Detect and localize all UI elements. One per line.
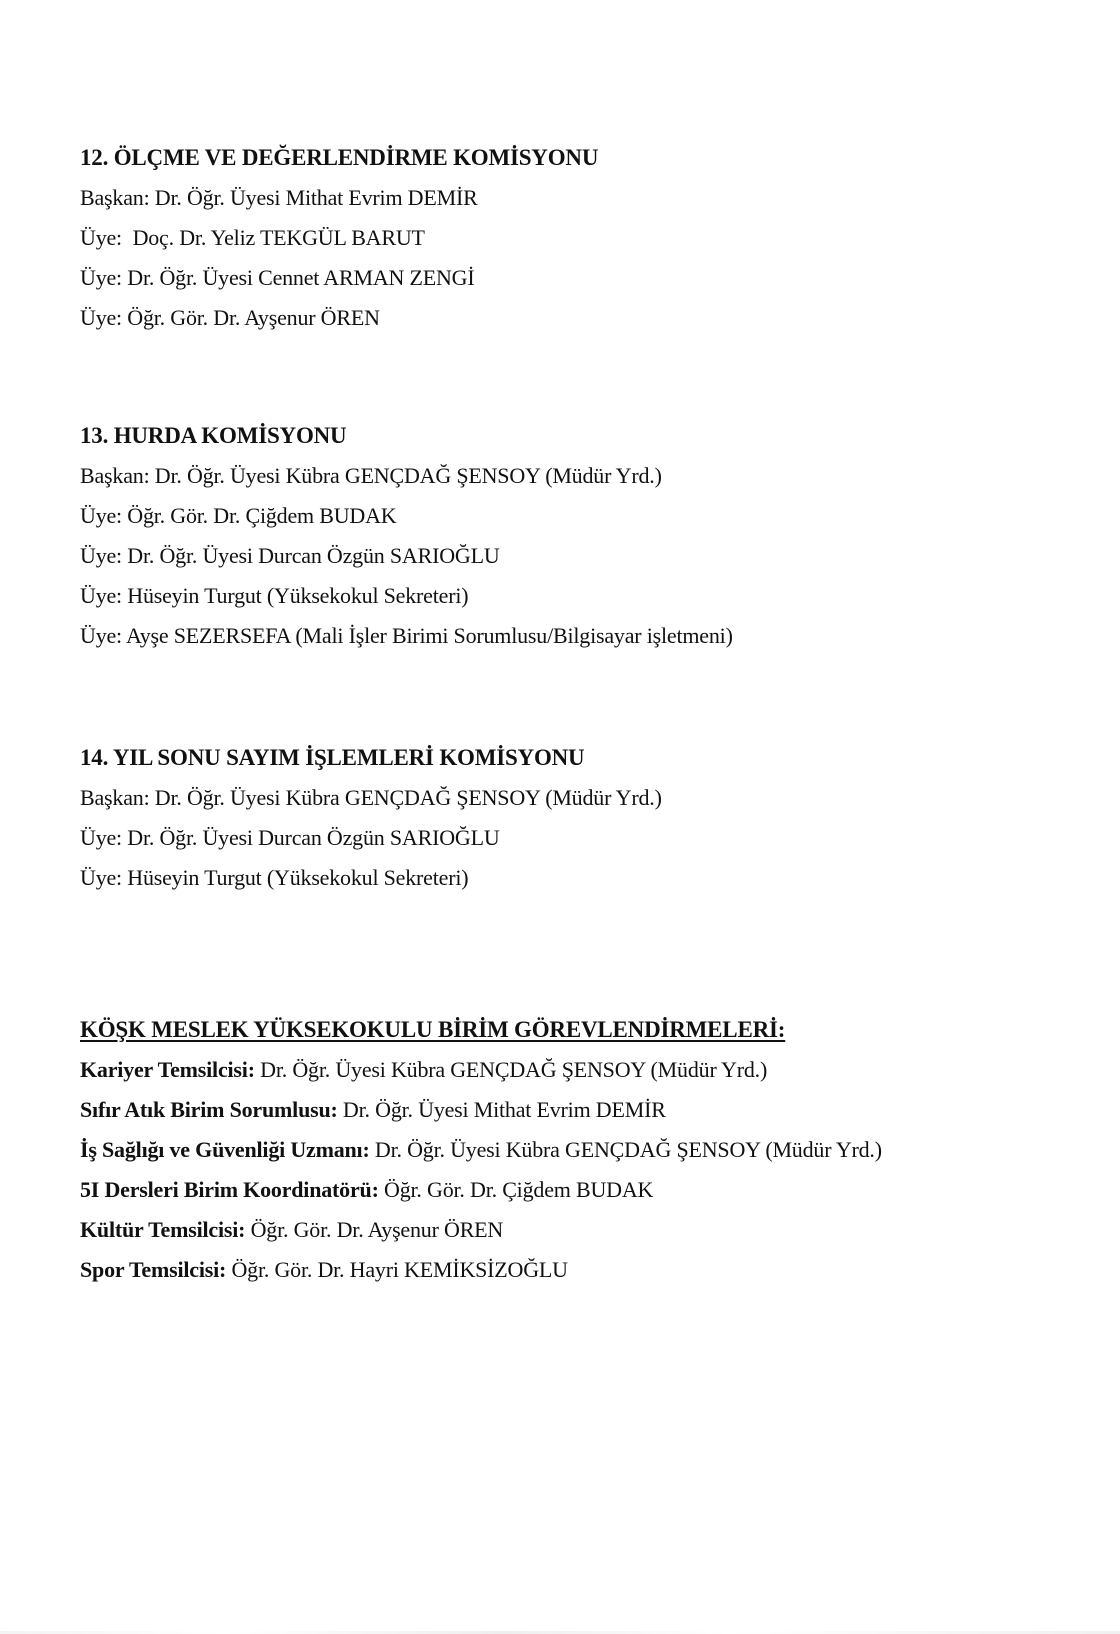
member-line: Üye: Ayşe SEZERSEFA (Mali İşler Birimi Sorumlusu/Bilgisayar işletmeni) (80, 623, 733, 648)
member-line-chair: Başkan: Dr. Öğr. Üyesi Kübra GENÇDAĞ ŞENSOY (Müdür Yrd.) (80, 463, 662, 488)
section-heading: 14. YIL SONU SAYIM İŞLEMLERİ KOMİSYONU (80, 745, 585, 770)
assignment-role: İş Sağlığı ve Güvenliği Uzmanı: (80, 1137, 370, 1162)
section-heading: 13. HURDA KOMİSYONU (80, 423, 347, 448)
assignment-item-is-sagligi (80, 1130, 1080, 1170)
member-line: Üye: Dr. Öğr. Üyesi Durcan Özgün SARIOĞLU (80, 825, 500, 850)
assignment-role: Kariyer Temsilcisi: (80, 1057, 255, 1082)
assignment-item-kariyer (80, 1050, 1080, 1090)
assignment-person: Dr. Öğr. Üyesi Kübra GENÇDAĞ ŞENSOY (Müdür Yrd.) (369, 1137, 882, 1162)
member-line: Üye: Dr. Öğr. Üyesi Cennet ARMAN ZENGİ (80, 265, 475, 290)
assignments-heading (80, 1010, 1080, 1050)
assignment-person: Dr. Öğr. Üyesi Kübra GENÇDAĞ ŞENSOY (Müdür Yrd.) (254, 1057, 768, 1082)
assignments-heading-text: KÖŞK MESLEK YÜKSEKOKULU BİRİM GÖREVLENDİRMELERİ: (80, 1017, 786, 1042)
section-yil-sonu-sayim-komisyonu (80, 738, 1080, 898)
assignment-person: Öğr. Gör. Dr. Ayşenur ÖREN (245, 1217, 504, 1242)
member-line: Üye: Hüseyin Turgut (Yüksekokul Sekreteri) (80, 583, 469, 608)
assignment-item-5i-dersleri (80, 1170, 1080, 1210)
assignment-role: Spor Temsilcisi: (80, 1257, 227, 1282)
member-line: Üye: Doç. Dr. Yeliz TEKGÜL BARUT (80, 225, 425, 250)
assignment-item-sifir-atik (80, 1090, 1080, 1130)
member-line: Üye: Öğr. Gör. Dr. Ayşenur ÖREN (80, 305, 380, 330)
section-birim-gorevlendirmeleri (80, 1010, 1080, 1290)
member-line: Üye: Hüseyin Turgut (Yüksekokul Sekreteri) (80, 865, 469, 890)
section-heading: 12. ÖLÇME VE DEĞERLENDİRME KOMİSYONU (80, 145, 599, 170)
member-line-chair: Başkan: Dr. Öğr. Üyesi Mithat Evrim DEMİR (80, 185, 478, 210)
assignment-item-kultur (80, 1210, 1080, 1250)
member-line: Üye: Dr. Öğr. Üyesi Durcan Özgün SARIOĞLU (80, 543, 500, 568)
assignment-item-spor (80, 1250, 1080, 1290)
section-hurda-komisyonu (80, 416, 1080, 656)
assignment-role: Kültür Temsilcisi: (80, 1217, 246, 1242)
assignment-person: Öğr. Gör. Dr. Hayri KEMİKSİZOĞLU (226, 1257, 568, 1282)
section-olcme-degerlendirme-komisyonu (80, 138, 1080, 338)
member-line: Üye: Öğr. Gör. Dr. Çiğdem BUDAK (80, 503, 397, 528)
assignment-role: Sıfır Atık Birim Sorumlusu: (80, 1097, 338, 1122)
member-line-chair: Başkan: Dr. Öğr. Üyesi Kübra GENÇDAĞ ŞENSOY (Müdür Yrd.) (80, 785, 662, 810)
assignment-role: 5I Dersleri Birim Koordinatörü: (80, 1177, 379, 1202)
assignment-person: Öğr. Gör. Dr. Çiğdem BUDAK (378, 1177, 654, 1202)
assignment-person: Dr. Öğr. Üyesi Mithat Evrim DEMİR (337, 1097, 666, 1122)
